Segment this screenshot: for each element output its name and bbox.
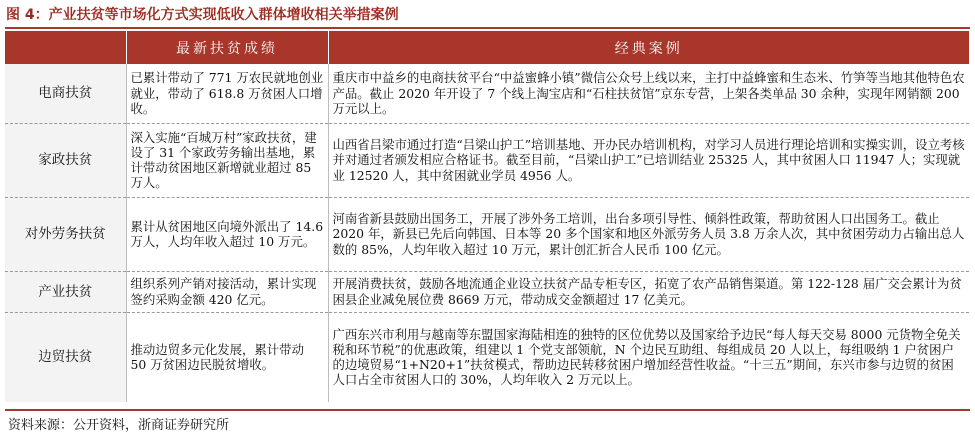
row-case: 开展消费扶贫，鼓励各地流通企业设立扶贫产品专柜专区，拓宽了农产品销售渠道。第 122-128 届广交会累计为贫困县企业减免展位费 8669 万元，带动成交金额超过 17 亿美元。	[328, 271, 969, 312]
title-rule	[5, 27, 970, 29]
row-achievement: 深入实施“百城万村”家政扶贫，建设了 31 个家政劳务输出基地，累计带动贫困地区新增就业超过 85 万人。	[126, 123, 328, 197]
row-case: 重庆市中益乡的电商扶贫平台“中益蜜蜂小镇”微信公众号上线以来，主打中益蜂蜜和生态米、竹笋等当地其他特色农产品。截止 2020 年开设了 7 个线上淘宝店和“石柱扶贫馆”京东专营，上架各类单品 30 余种，实现年网销额 200 万元以上。	[328, 64, 969, 123]
row-category: 对外劳务扶贫	[5, 197, 126, 271]
header-case: 经典案例	[328, 31, 969, 64]
row-achievement: 累计从贫困地区向境外派出了 14.6 万人，人均年收入超过 10 万元。	[126, 197, 328, 271]
table-row	[5, 197, 969, 271]
row-case: 广西东兴市利用与越南等东盟国家海陆相连的独特的区位优势以及国家给予边民“每人每天交易 8000 元货物全免关税和环节税”的优惠政策，组建以 1 个党支部领航，N 个边民互助组、每组成员 20 人以上，每组吸纳 1 户贫困户的边境贸易“1+N20+1”扶贫模式，帮助边民转移贫困户增加经营性收益。“十三五”期间，东兴市参与边贸的贫困人口占全市贫困人口的 30%，人均年收入 2 万元以上。	[332, 326, 961, 388]
row-case: 河南省新县鼓励出国务工，开展了涉外务工培训，出台多项引导性、倾斜性政策，帮助贫困人口出国务工。截止 2020 年，新县已先后向韩国、日本等 20 多个国家和地区外派劳务人员 3.8 万余人次，其中贫困劳动力占输出总人数的 85%，人均年收入超过 10 万元，累计创汇折合人民币 100 亿元。	[328, 197, 969, 271]
table-row	[5, 312, 969, 402]
header-achievement: 最新扶贫成绩	[126, 31, 328, 64]
table-row	[5, 123, 969, 197]
row-category: 边贸扶贫	[5, 312, 126, 402]
row-category: 产业扶贫	[5, 271, 126, 312]
row-achievement: 组织系列产销对接活动，累计实现签约采购金额 420 亿元。	[126, 271, 328, 312]
header-category	[5, 31, 126, 64]
row-category: 家政扶贫	[5, 123, 126, 197]
table-header-row	[5, 31, 969, 64]
figure-title: 图 4：产业扶贫等市场化方式实现低收入群体增收相关举措案例	[6, 7, 399, 23]
row-achievement: 推动边贸多元化发展，累计带动 50 万贫困边民脱贫增收。	[126, 312, 328, 402]
source-note: 资料来源：公开资料，浙商证券研究所	[8, 418, 230, 433]
table-row	[5, 271, 969, 312]
case-table	[5, 31, 969, 402]
row-case: 山西省吕梁市通过打造“吕梁山护工”培训基地、开办民办培训机构，对学习人员进行理论培训和实操实训，设立考核并对通过者颁发相应合格证书。截至目前，“吕梁山护工”已培训结业 25325 人，其中贫困人口 11947 人；实现就业 12520 人，其中贫困就业学员 4956 人。	[328, 123, 969, 197]
row-category: 电商扶贫	[5, 64, 126, 123]
row-achievement: 已累计带动了 771 万农民就地创业就业，带动了 618.8 万贫困人口增收。	[126, 64, 328, 123]
bottom-rule	[5, 409, 970, 411]
table-row	[5, 64, 969, 123]
